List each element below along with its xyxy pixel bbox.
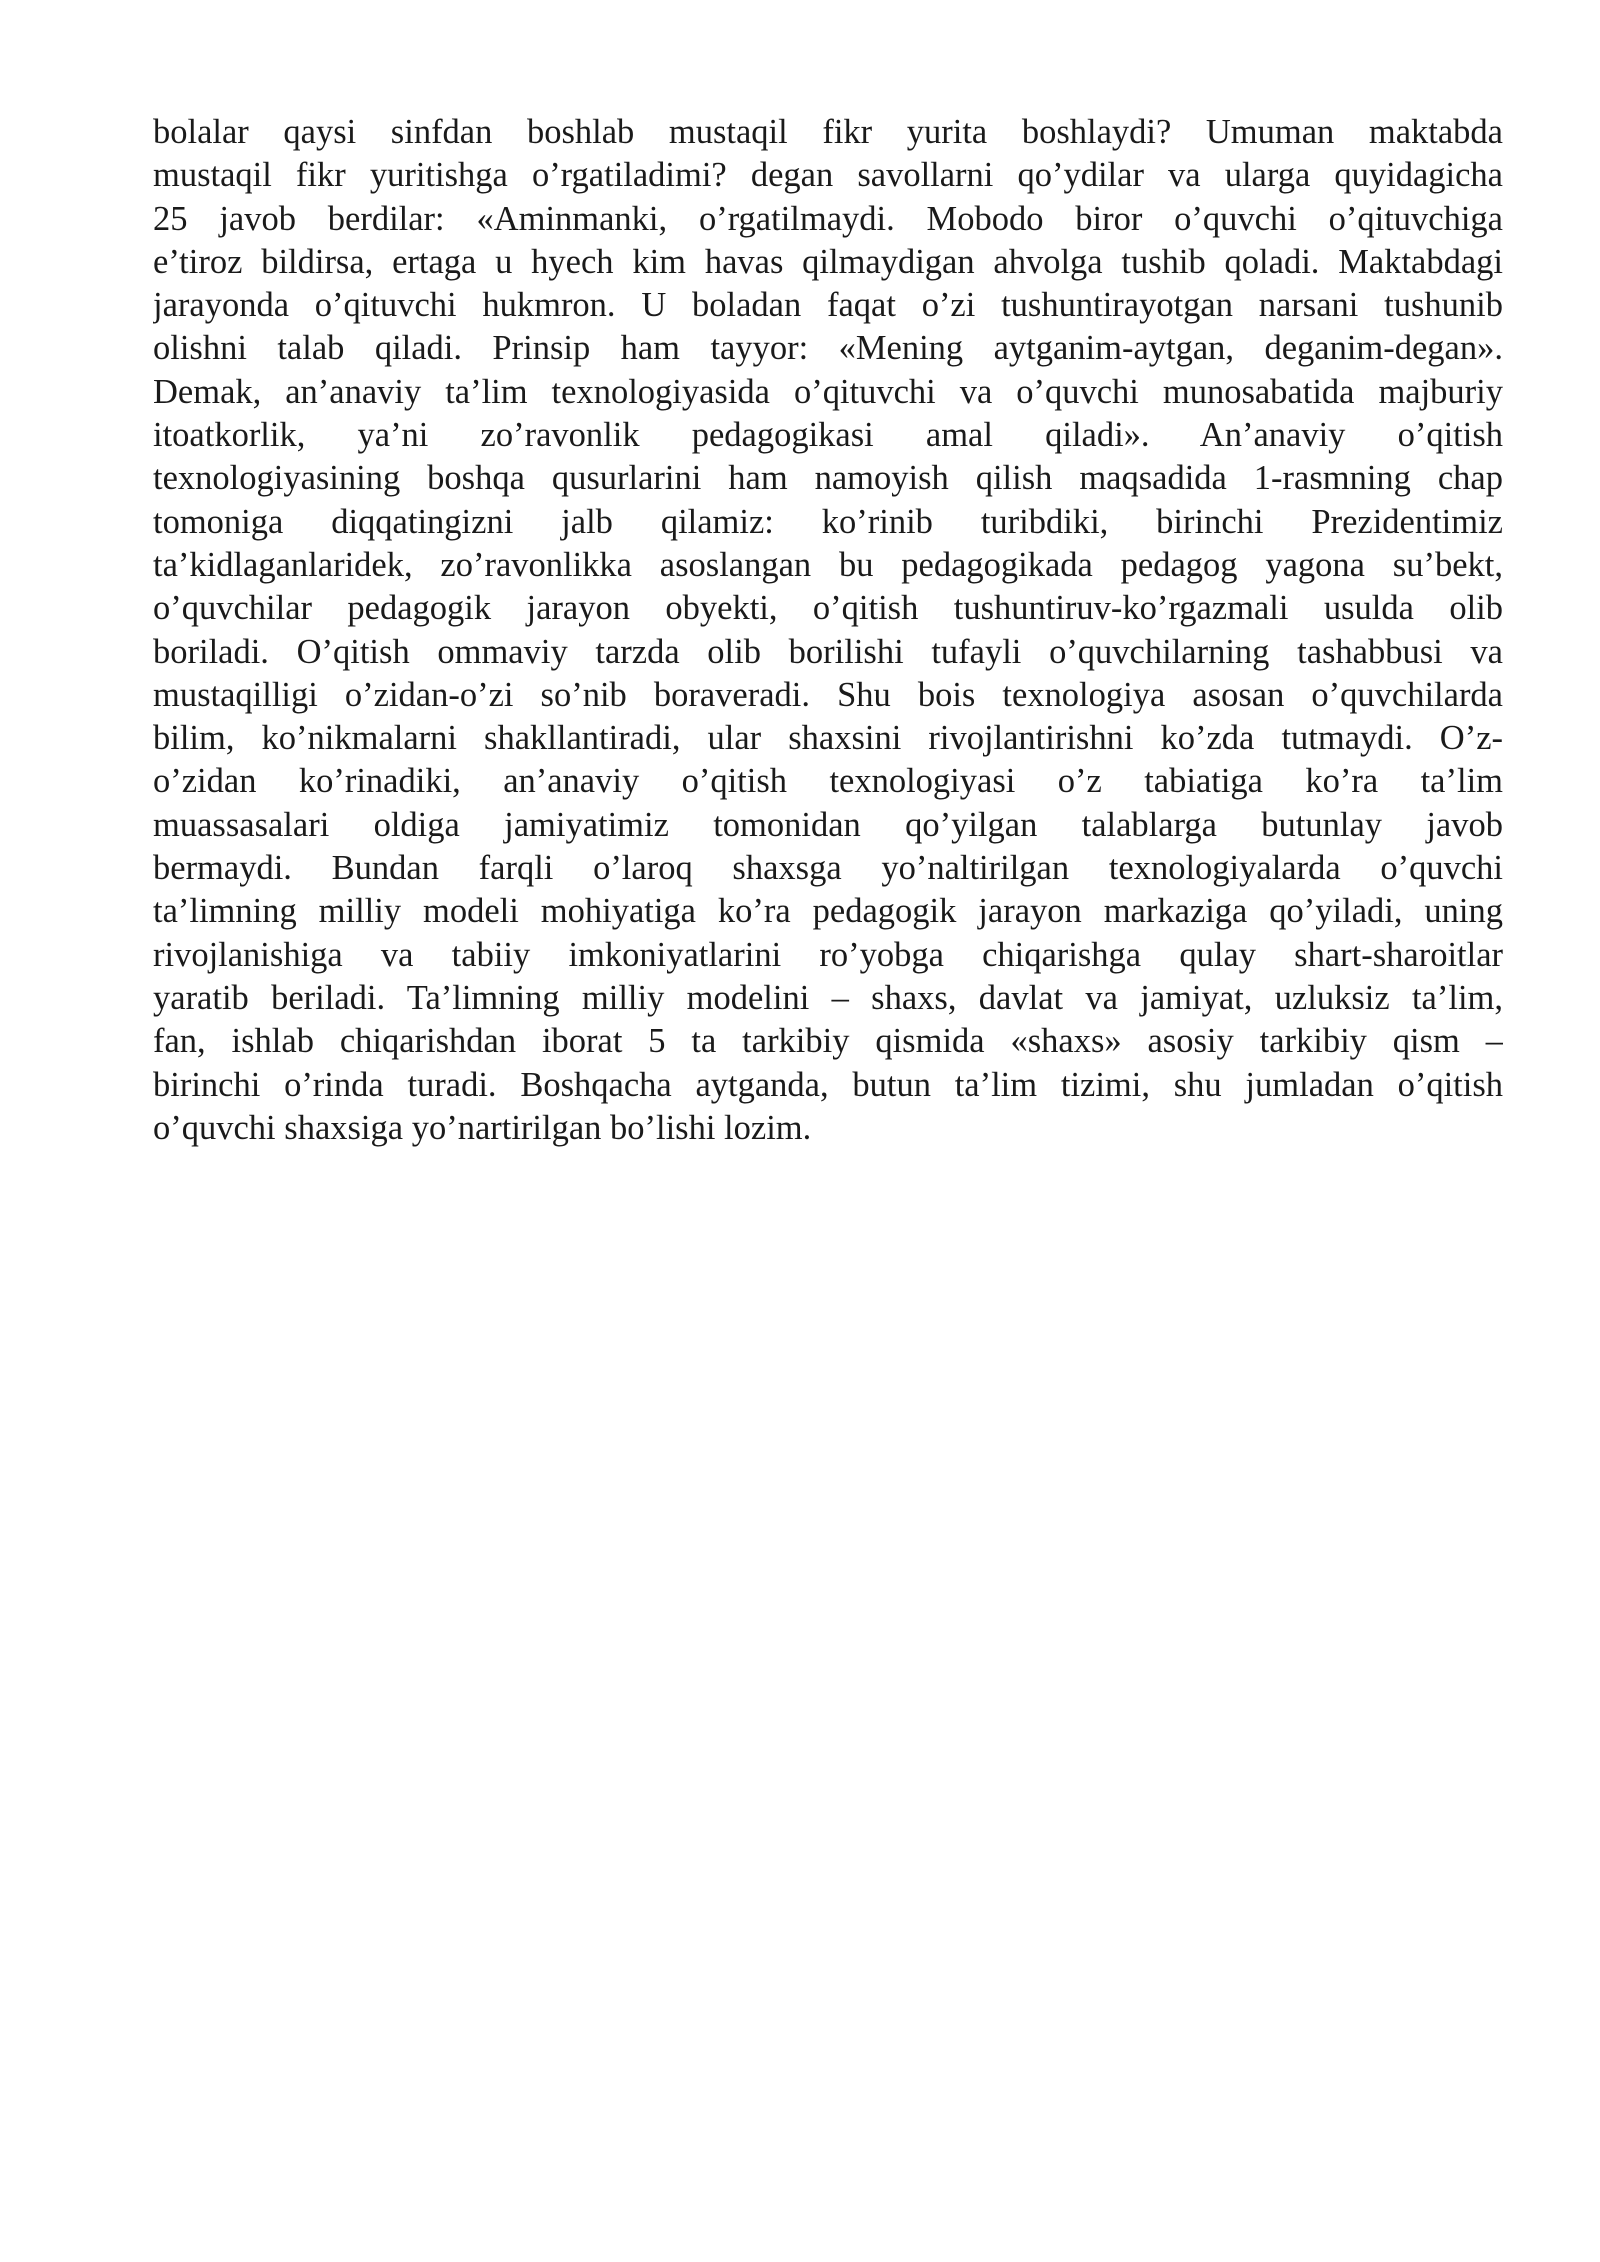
text-line: olishni talab qiladi. Prinsip ham tayyor: «Mening aytganim-aytgan, deganim-degan».: [153, 329, 1503, 368]
text-line: bilim, ko’nikmalarni shakllantiradi, ular shaxsini rivojlantirishni ko’zda tutmaydi. O’z-: [153, 719, 1503, 758]
text-line: jarayonda o’qituvchi hukmron. U boladan faqat o’zi tushuntirayotgan narsani tushunib: [153, 286, 1503, 325]
text-line: e’tiroz bildirsa, ertaga u hyech kim havas qilmaydigan ahvolga tushib qoladi. Maktabdagi: [153, 242, 1503, 281]
text-line: fan, ishlab chiqarishdan iborat 5 ta tarkibiy qismida «shaxs» asosiy tarkibiy qism –: [153, 1022, 1503, 1061]
text-line: o’zidan ko’rinadiki, an’anaviy o’qitish texnologiyasi o’z tabiatiga ko’ra ta’lim: [153, 762, 1503, 801]
text-line: muassasalari oldiga jamiyatimiz tomonidan qo’yilgan talablarga butunlay javob: [153, 805, 1503, 844]
text-line: Demak, an’anaviy ta’lim texnologiyasida o’qituvchi va o’quvchi munosabatida majburiy: [153, 372, 1503, 411]
text-line: o’quvchi shaxsiga yo’nartirilgan bo’lishi lozim.: [153, 1108, 812, 1147]
text-line: tomoniga diqqatingizni jalb qilamiz: ko’rinib turibdiki, birinchi Prezidentimiz: [153, 502, 1503, 541]
text-line: ta’kidlaganlaridek, zo’ravonlikka asoslangan bu pedagogikada pedagog yagona su’bekt,: [153, 545, 1503, 584]
body-paragraph: [153, 111, 1503, 1150]
text-line: texnologiyasining boshqa qusurlarini ham namoyish qilish maqsadida 1-rasmning chap: [153, 459, 1503, 498]
text-line: itoatkorlik, ya’ni zo’ravonlik pedagogikasi amal qiladi». An’anaviy o’qitish: [153, 416, 1503, 455]
text-line: 25 javob berdilar: «Aminmanki, o’rgatilmaydi. Mobodo biror o’quvchi o’qituvchiga: [153, 199, 1503, 238]
text-line: o’quvchilar pedagogik jarayon obyekti, o’qitish tushuntiruv-ko’rgazmali usulda olib: [153, 589, 1503, 628]
text-line: mustaqil fikr yuritishga o’rgatiladimi? degan savollarni qo’ydilar va ularga quyidagicha: [153, 156, 1503, 195]
text-line: bermaydi. Bundan farqli o’laroq shaxsga yo’naltirilgan texnologiyalarda o’quvchi: [153, 849, 1503, 888]
text-line: birinchi o’rinda turadi. Boshqacha aytganda, butun ta’lim tizimi, shu jumladan o’qitish: [153, 1065, 1503, 1104]
text-line: ta’limning milliy modeli mohiyatiga ko’ra pedagogik jarayon markaziga qo’yiladi, uning: [153, 892, 1503, 931]
text-line: bolalar qaysi sinfdan boshlab mustaqil fikr yurita boshlaydi? Umuman maktabda: [153, 113, 1503, 151]
text-line: boriladi. O’qitish ommaviy tarzda olib borilishi tufayli o’quvchilarning tashabbusi va: [153, 632, 1503, 671]
text-line: rivojlanishiga va tabiiy imkoniyatlarini ro’yobga chiqarishga qulay shart-sharoitlar: [153, 935, 1503, 974]
text-line: yaratib beriladi. Ta’limning milliy modelini – shaxs, davlat va jamiyat, uzluksiz ta’lim,: [153, 978, 1503, 1017]
text-line: mustaqilligi o’zidan-o’zi so’nib boraveradi. Shu bois texnologiya asosan o’quvchilarda: [153, 675, 1503, 714]
